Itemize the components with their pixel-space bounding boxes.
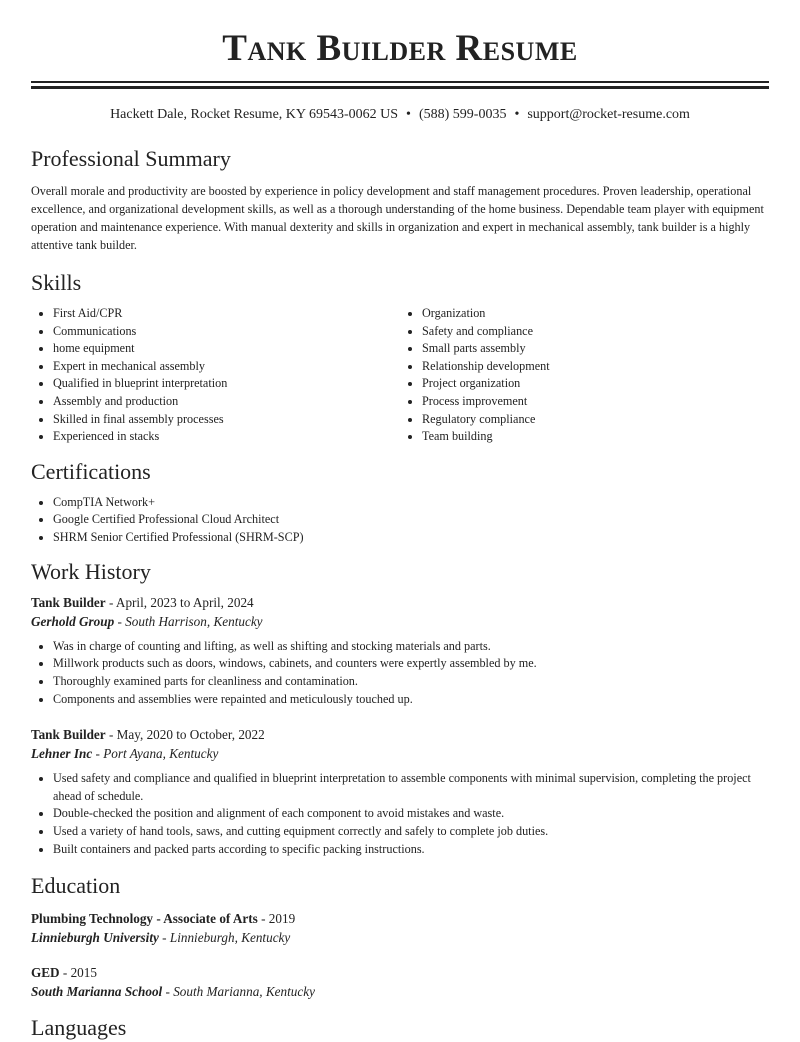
work-history-heading: Work History <box>31 558 151 584</box>
skill-item: • First Aid/CPR <box>53 305 400 323</box>
education-school: Linnieburgh University <box>31 929 159 945</box>
job-bullet: • Was in charge of counting and lifting, as well as shifting and stocking materials and parts. <box>53 638 769 656</box>
skill-item: • Project organization <box>422 375 769 393</box>
education-location: South Marianna, Kentucky <box>173 983 315 999</box>
skill-item: • Organization <box>422 305 769 323</box>
skill-item: • Small parts assembly <box>422 340 769 358</box>
certification-item: • Google Certified Professional Cloud Architect <box>53 511 769 529</box>
skill-item: • Assembly and production <box>53 393 400 411</box>
job-bullet: • Thoroughly examined parts for cleanliness and contamination. <box>53 673 769 691</box>
languages-heading: Languages <box>31 1014 127 1040</box>
education-heading: Education <box>31 872 121 898</box>
skill-item: • Experienced in stacks <box>53 428 400 446</box>
job-bullet: • Built containers and packed parts according to specific packing instructions. <box>53 841 769 859</box>
job-title-line: Tank Builder - April, 2023 to April, 2024 <box>31 594 254 610</box>
education-degree-line: GED - 2015 <box>31 964 97 980</box>
contact-phone: (588) 599-0035 <box>418 107 507 122</box>
skill-item: • Safety and compliance <box>422 323 769 341</box>
job-title-line: Tank Builder - May, 2020 to October, 2022 <box>31 726 265 742</box>
skill-item: • Skilled in final assembly processes <box>53 411 400 429</box>
summary-text: Overall morale and productivity are boosted by experience in policy development and staff management procedures. Proven leadership, operational excellence, and organizational development skills, as well as a thorough understanding of the home business. Dependable team player with equipment operation and maintenance experience. With manual dexterity and skills in organization and expert in mechanical assembly, tank builder is a highly attentive tank builder. <box>31 184 764 252</box>
skill-item: • Communications <box>53 323 400 341</box>
education-school-line: Linnieburgh University - Linnieburgh, Kentucky <box>31 929 291 945</box>
job-bullet: • Used a variety of hand tools, saws, and cutting equipment correctly and safely to complete job duties. <box>53 823 769 841</box>
education-school-line: South Marianna School - South Marianna, Kentucky <box>31 983 315 999</box>
job-company: Gerhold Group <box>31 613 115 629</box>
certification-item: • CompTIA Network+ <box>53 494 769 512</box>
skill-item: • Qualified in blueprint interpretation <box>53 375 400 393</box>
skill-item: • Expert in mechanical assembly <box>53 358 400 376</box>
education-year: 2019 <box>268 910 296 926</box>
contact-email[interactable]: support@rocket-resume.com <box>527 107 690 122</box>
contact-separator: • <box>406 107 411 122</box>
job-bullet: • Components and assemblies were repainted and meticulously touched up. <box>53 691 769 709</box>
job-entry <box>31 593 769 709</box>
contact-separator: • <box>514 107 520 122</box>
title-divider-thin <box>31 81 769 83</box>
education-school: South Marianna School <box>31 983 163 999</box>
contact-line <box>31 105 769 125</box>
skill-item: • Process improvement <box>422 393 769 411</box>
job-bullets <box>31 770 769 859</box>
job-title: Tank Builder <box>31 726 106 742</box>
education-entry <box>31 963 769 1001</box>
skill-item: • Relationship development <box>422 358 769 376</box>
summary-heading: Professional Summary <box>31 146 231 171</box>
job-location: Port Ayana, Kentucky <box>103 745 219 761</box>
skills-list-right <box>400 305 769 446</box>
job-bullet: • Used safety and compliance and qualified in blueprint interpretation to assemble components with minimal supervision, completing the project ahead of schedule. <box>53 770 769 806</box>
job-company-line: Gerhold Group - South Harrison, Kentucky <box>31 613 263 629</box>
job-company: Lehner Inc <box>31 745 93 761</box>
education-degree: GED <box>31 964 60 980</box>
job-title: Tank Builder <box>31 594 106 610</box>
skill-item: • Team building <box>422 428 769 446</box>
title-divider-thick <box>31 86 769 89</box>
job-bullets <box>31 638 769 709</box>
job-dates: April, 2023 to April, 2024 <box>115 594 254 610</box>
education-degree: Plumbing Technology - Associate of Arts <box>31 910 258 926</box>
certifications-list <box>31 494 769 547</box>
skill-item: • home equipment <box>53 340 400 358</box>
education-entry <box>31 909 769 947</box>
certifications-heading: Certifications <box>31 458 151 484</box>
job-entry <box>31 725 769 859</box>
skills-columns <box>31 305 769 446</box>
contact-address: Hackett Dale, Rocket Resume, KY 69543-0062 US <box>110 107 399 122</box>
job-location: South Harrison, Kentucky <box>125 613 263 629</box>
job-bullet: • Millwork products such as doors, windows, cabinets, and counters were expertly assembled by me. <box>53 655 769 673</box>
job-bullet: • Double-checked the position and alignment of each component to avoid mistakes and waste. <box>53 805 769 823</box>
skills-list-left <box>31 305 400 446</box>
skill-item: • Regulatory compliance <box>422 411 769 429</box>
education-location: Linnieburgh, Kentucky <box>169 929 291 945</box>
resume-title: Tank Builder Resume <box>222 28 578 69</box>
education-degree-line: Plumbing Technology - Associate of Arts - 2019 <box>31 910 296 926</box>
certification-item: • SHRM Senior Certified Professional (SHRM-SCP) <box>53 529 769 547</box>
education-year: 2015 <box>70 964 97 980</box>
job-company-line: Lehner Inc - Port Ayana, Kentucky <box>31 745 219 761</box>
job-dates: May, 2020 to October, 2022 <box>116 726 265 742</box>
skills-heading: Skills <box>31 270 82 295</box>
